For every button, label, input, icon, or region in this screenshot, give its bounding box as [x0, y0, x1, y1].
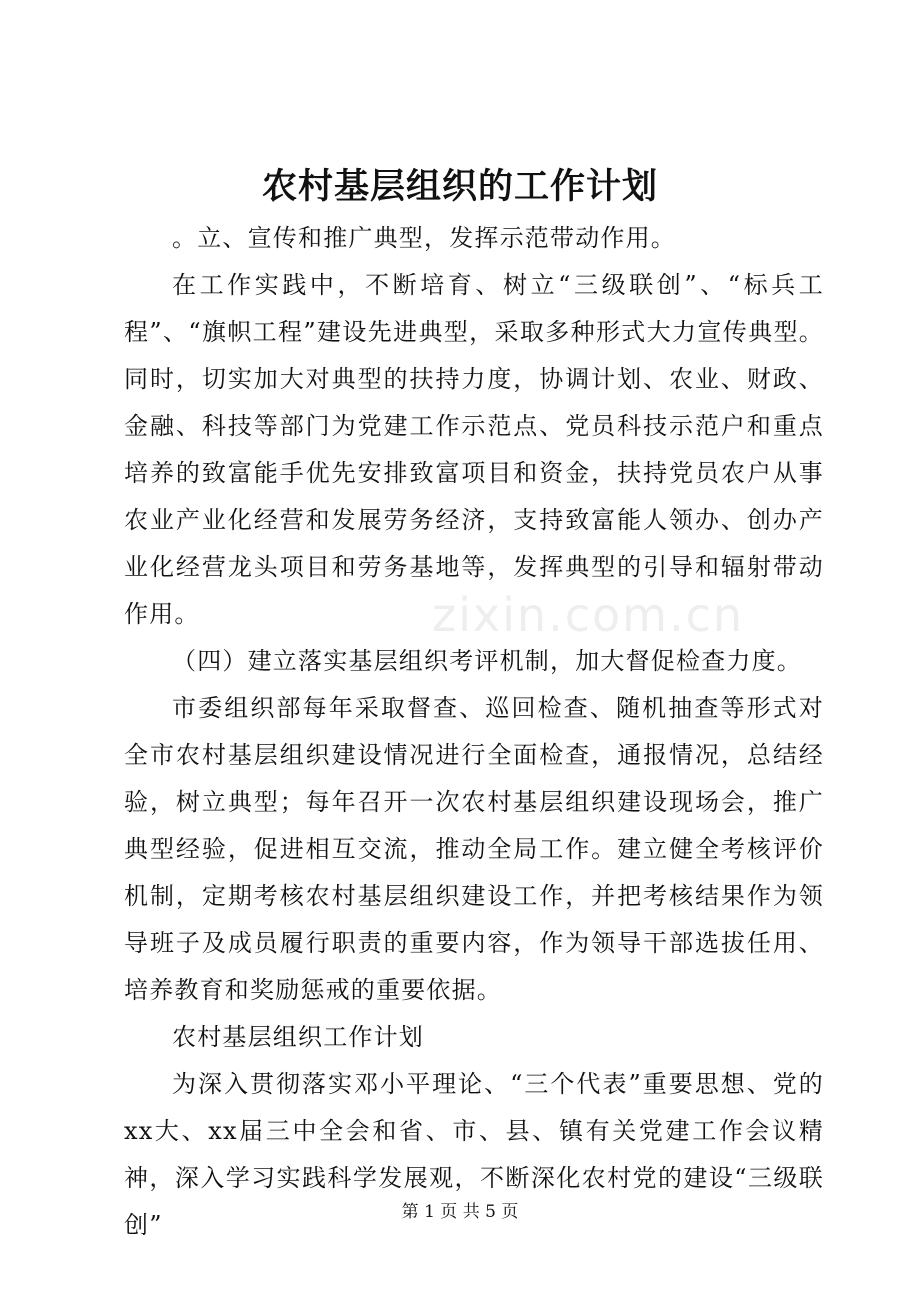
document-body [124, 215, 824, 1249]
paragraph-1: 。立、宣传和推广典型，发挥示范带动作用。 [172, 224, 676, 252]
paragraph-3: （四）建立落实基层组织考评机制，加大督促检查力度。 [172, 647, 802, 675]
section-heading: 农村基层组织工作计划 [172, 1023, 424, 1051]
paragraph-4: 市委组织部每年采取督查、巡回检查、随机抽查等形式对全市农村基层组织建设情况进行全面检查，通报情况，总结经验，树立典型；每年召开一次农村基层组织建设现场会，推广典型经验，促进相互交流，推动全局工作。建立健全考核评价机制，定期考核农村基层组织建设工作，并把考核结果作为领导班子及成员履行职责的重要内容，作为领导干部选拔任用、培养教育和奖励惩戒的重要依据。 [124, 694, 824, 1004]
watermark: zixin.com.cn [432, 588, 745, 642]
paragraph-2: 在工作实践中，不断培育、树立“三级联创”、“标兵工程”、“旗帜工程”建设先进典型，采取多种形式大力宣传典型。同时，切实加大对典型的扶持力度，协调计划、农业、财政、金融、科技等部门为党建工作示范点、党员科技示范户和重点培养的致富能手优先安排致富项目和资金，扶持党员农户从事农业产业化经营和发展劳务经济，支持致富能人领办、创办产业化经营龙头项目和劳务基地等，发挥典型的引导和辐射带动作用。 [124, 271, 824, 628]
page-title: 农村基层组织的工作计划 [261, 166, 658, 207]
paragraph-5: 为深入贯彻落实邓小平理论、“三个代表”重要思想、党的xx大、xx届三中全会和省、市、县、镇有关党建工作会议精神，深入学习实践科学发展观，不断深化农村党的建设“三级联创” [124, 1070, 824, 1239]
page-footer: 第 1 页 共 5 页 [401, 1202, 519, 1222]
